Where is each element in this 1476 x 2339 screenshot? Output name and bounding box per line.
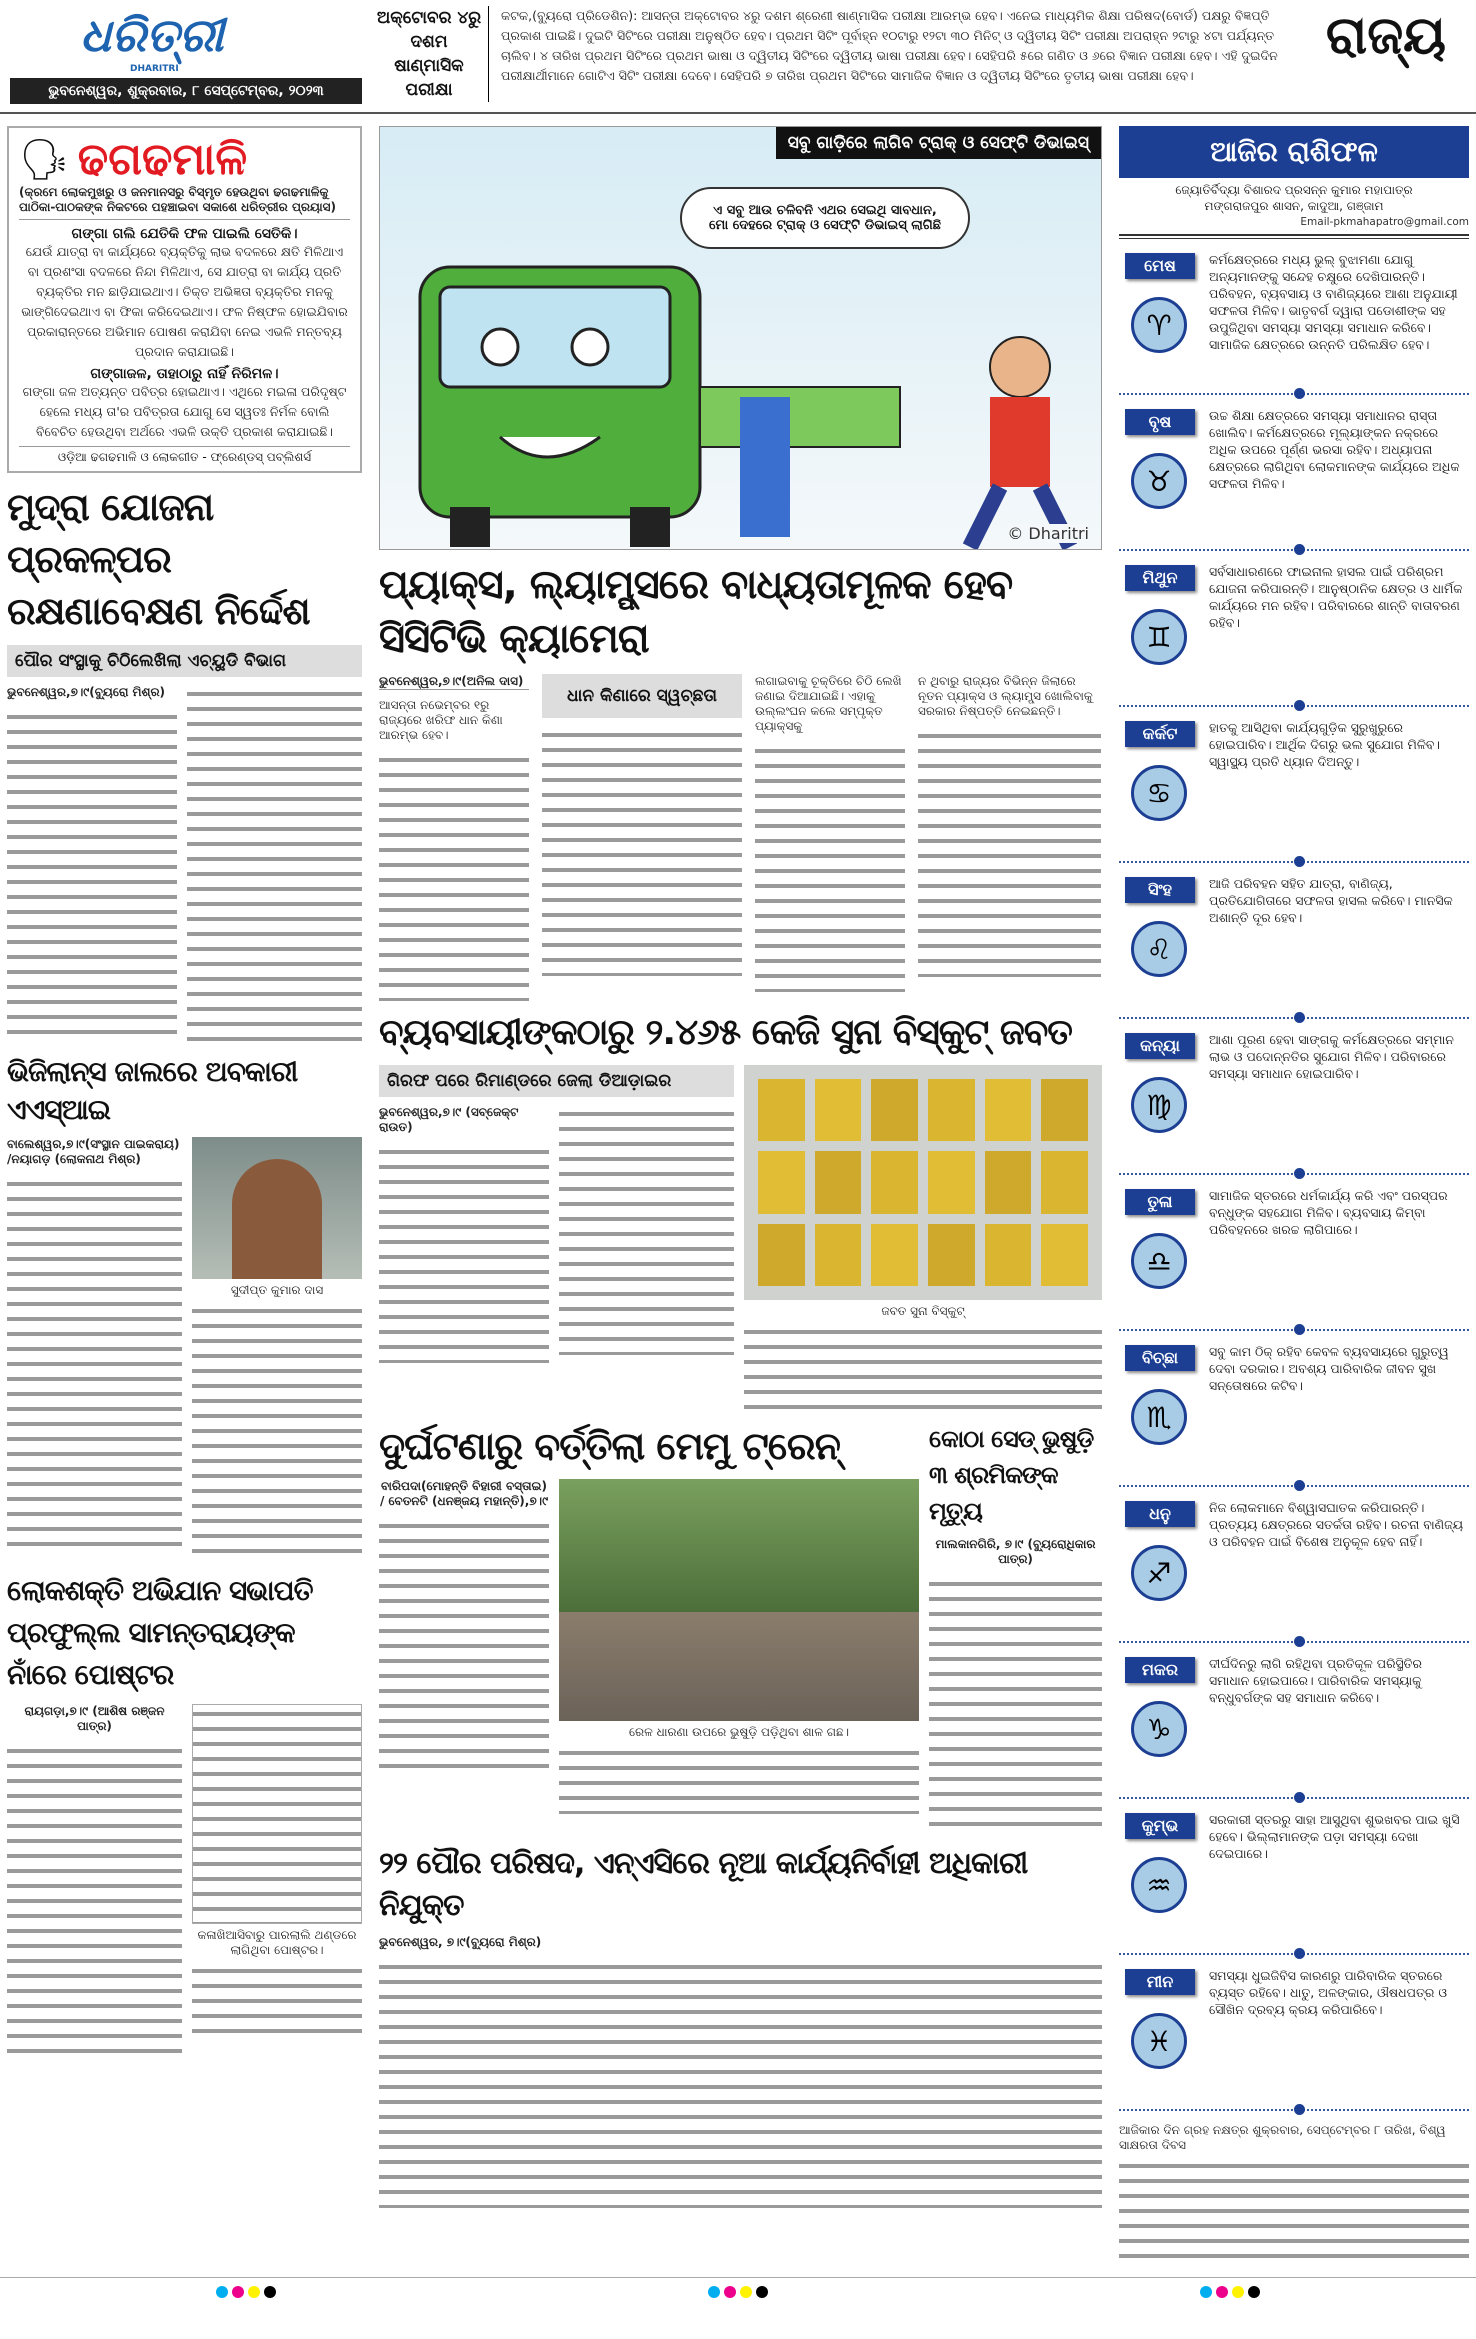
zodiac-symbol-icon: ♍ [1131, 1077, 1187, 1133]
article-body [379, 1143, 549, 1363]
logo-en: DHARITRI [130, 64, 179, 74]
article-body [379, 751, 529, 1001]
zodiac-forecast: କର୍ମକ୍ଷେତ୍ରରେ ମଧ୍ୟ ଭୁଲ୍ ବୁଝାମଣା ଯୋଗୁ ଅନ୍ୟମାନଙ୍କୁ ସନ୍ଦେହ ଚକ୍ଷୁରେ ଦେଖିପାରନ୍ତି। ପରିବହନ, ବ୍ୟବସାୟ ଓ ବାଣିଜ୍ୟରେ ଆଶା ଅନୁଯାୟୀ ସଫଳତା ମିଳିବ। ଭାତୃବର୍ଗ ଦ୍ୱାରା ପଡୋଶୀଙ୍କ ସହ ଉପୁଜିଥିବା ସମସ୍ୟା ସମସ୍ୟା ସମାଧାନ କରିବେ। ସାମାଜିକ କ୍ଷେତ୍ରରେ ଉନ୍ନତି ପରିଲକ୍ଷିତ ହେବ। [1209, 252, 1458, 352]
zodiac-forecast: ସମସ୍ୟା ଧୁଇଜିବିସ କାରଣରୁ ପାରିବାରିକ ସ୍ତରରେ ବ୍ୟସ୍ତ ରହିବେ। ଧାତୁ, ଅଳଙ୍କାର, ଔଷଧପତ୍ର ଓ ସୌଖିନ ଦ୍ରବ୍ୟ କ୍ରୟ କରିପାରିବେ। [1209, 1968, 1447, 2017]
section-title: ରାଜ୍ୟ [1325, 6, 1447, 66]
dhagadhamali-box [7, 126, 362, 473]
article-body [7, 708, 177, 1038]
zodiac-forecast: ସବୁ କାମ ଠିକ୍ ରହିବ କେବଳ ବ୍ୟବସାୟରେ ଗୁରୁତ୍ୱ ଦେବା ଦରକାର। ଅବଶ୍ୟ ପାରିବାରିକ ଜୀବନ ସୁଖ ସନ୍ତୋଷରେ କଟିବ। [1209, 1344, 1449, 1393]
zodiac-forecast: ଆଜି ପରିବହନ ସହିତ ଯାତ୍ରା, ବାଣିଜ୍ୟ, ପ୍ରତିଯୋଗିତାରେ ସଫଳତା ହାସଲ କରିବେ। ମାନସିକ ଅଶାନ୍ତି ଦୂର ହେବ। [1209, 876, 1453, 925]
headline-mudra: ମୁଦ୍ରା ଯୋଜନା ପ୍ରକଳ୍ପର ରକ୍ଷଣାବେକ୍ଷଣ ନିର୍ଦ୍ଦେଶ [7, 485, 310, 633]
zodiac-symbol-icon: ♋ [1131, 765, 1187, 821]
zodiac-label: ବିଚ୍ଛା [1125, 1345, 1195, 1371]
photo-caption: ଜବତ ସୁନା ବିସ୍କୁଟ୍ [881, 1304, 965, 1318]
speech-bubble: ଏ ସବୁ ଆଉ ଚଳିବନି ଏଥର ସେଇଥି ସାବଧାନ, ମୋ ଦେହରେ ଟ୍ରାକ୍ ଓ ସେଫ୍ଟି ଡିଭାଇସ୍ ଲାଗିଛି [680, 187, 970, 249]
rashifal-rule [1119, 234, 1469, 239]
zodiac-entry [1119, 1649, 1469, 1799]
zodiac-label: ମିଥୁନ [1125, 565, 1195, 591]
zodiac-forecast: ସର୍ବସାଧାରଣରେ ଫାଇନାଲ ହାସଲ ପାଇଁ ପରିଶ୍ରମ ଯୋଜନା କରିପାରନ୍ତି। ଆନୁଷ୍ଠାନିକ କ୍ଷେତ୍ର ଓ ଧାର୍ମିକ କାର୍ଯ୍ୟରେ ମନ ରହିବ। ପରିବାରରେ ଶାନ୍ତି ବାତାବରଣ ରହିବ। [1209, 564, 1463, 630]
zodiac-symbol-icon: ♈ [1131, 297, 1187, 353]
headline-gold: ବ୍ୟବସାୟୀଙ୍କଠାରୁ ୨.୪୬୫ କେଜି ସୁନା ବିସ୍କୁଟ୍ ଜବତ [379, 1012, 1072, 1053]
rashifal-title: ଆଜିର ରାଶିଫଳ [1119, 126, 1469, 178]
article-body [192, 1962, 362, 2042]
poster-body [7, 1704, 362, 2062]
headline-shed: କୋଠା ସେଡ୍ ଭୁଷୁଡ଼ି ୩ ଶ୍ରମିକଙ୍କ ମୃତ୍ୟୁ [929, 1425, 1094, 1525]
article-body [559, 1744, 919, 1814]
separator-dot [1294, 1948, 1305, 1959]
lead: ଆସନ୍ତା ନଭେମ୍ବର ୧ରୁ ରାଜ୍ୟରେ ଖରିଫ ଧାନ କିଣା ଆରମ୍ଭ ହେବ। [379, 698, 503, 742]
editorial-cartoon [379, 126, 1102, 550]
article-body [559, 1105, 734, 1355]
photo-caption: କଳାଖିଆସିବାରୁ ପାରଲାଲି ଥଣ୍ଡରେ ଲାଗିଥିବା ପୋଷ୍ଟର। [197, 1928, 357, 1957]
explanation: ଯେଉଁ ଯାତ୍ରା ବା କାର୍ଯ୍ୟରେ ବ୍ୟକ୍ତିକୁ ଲାଭ ବଦଳରେ କ୍ଷତି ମିଳିଥାଏ ବା ପ୍ରଶଂସା ବଦଳରେ ନିନ୍ଦା ମିଳିଥାଏ, ସେ ଯାତ୍ରା ବା କାର୍ଯ୍ୟ ପ୍ରତି ବ୍ୟକ୍ତିର ମନ ଛାଡ଼ିଯାଇଥାଏ। ତିକ୍ତ ଅଭିଜ୍ଞତା ବ୍ୟକ୍ତିର ମନକୁ ଭାଙ୍ଗିଦେଇଥାଏ ବା ଫିକା କରିଦେଇଥାଏ। ଫଳ ନିଷ୍ଫଳ ହୋଇଯିବାର ପ୍ରକାରାନ୍ତରେ ଅଭିମାନ ପୋଷଣ କରାଯିବା ନେଇ ଏଭଳି ମନ୍ତବ୍ୟ ପ୍ରଦାନ କରାଯାଇଛି। [21, 244, 348, 359]
separator-dot [1294, 1636, 1305, 1647]
zodiac-label: ମକର [1125, 1657, 1195, 1683]
bus-illustration [380, 237, 1102, 550]
zodiac-forecast: ସରକାରୀ ସ୍ତରରୁ ସାହା ଆସୁଥିବା ଶୁଭଖବର ପାଇ ଖୁସି ହେବେ। ଭିଲ୍ଲାମାନଙ୍କ ପଡ଼ା ସମସ୍ୟା ଦେଖା ଦେଇପାରେ। [1209, 1812, 1460, 1861]
brief-body: କଟକ,(ବ୍ୟୁରୋ ପ୍ରିଡେଶିନ): ଆସନ୍ତା ଅକ୍ଟୋବର ୪ରୁ ଦଶମ ଶ୍ରେଣୀ ଷାଣ୍ମାସିକ ପରୀକ୍ଷା ଆରମ୍ଭ ହେବ। ଏନେଇ ମାଧ୍ୟମିକ ଶିକ୍ଷା ପରିଷଦ(ବୋର୍ଡ) ପକ୍ଷରୁ ବିଜ୍ଞପ୍ତି ପ୍ରକାଶ ପାଇଛି। ଦୁଇଟି ସିଟିଂରେ ପରୀକ୍ଷା ଅନୁଷ୍ଠିତ ହେବ। ପ୍ରଥମ ସିଟିଂ ପୂର୍ବାହ୍ନ ୧୦ଟାରୁ ୧୨ଟା ୩୦ ମିନିଟ୍ ଓ ଦ୍ୱିତୀୟ ସିଟିଂ ପରୀକ୍ଷା ଅପରାହ୍ନ ୨ଟାରୁ ୪ଟା ପର୍ଯ୍ୟନ୍ତ ଚାଲିବ। ୪ ତାରିଖ ପ୍ରଥମ ସିଟିଂରେ ପ୍ରଥମ ଭାଷା ଓ ଦ୍ୱିତୀୟ ସିଟିଂରେ ଦ୍ୱିତୀୟ ଭାଷା ପରୀକ୍ଷା ହେବ। ସେହିପରି ୫ରେ ଗଣିତ ଓ ୬ରେ ବିଜ୍ଞାନ ପରୀକ୍ଷା ହେବ। ଏହି ଦୁଇଦିନ ପରୀକ୍ଷାର୍ଥୀମାନେ ଗୋଟିଏ ସିଟିଂ ପରୀକ୍ଷା ଦେବେ। ସେହିପରି ୭ ତାରିଖ ପ୍ରଥମ ସିଟିଂରେ ସାମାଜିକ ବିଜ୍ଞାନ ଓ ଦ୍ୱିତୀୟ ସିଟିଂରେ ତୃତୀୟ ଭାଷା ପରୀକ୍ଷା ହେବ। [501, 8, 1278, 83]
zodiac-entry [1119, 1337, 1469, 1487]
zodiac-label: କର୍କଟ [1125, 721, 1195, 747]
zodiac-symbol-icon: ♉ [1131, 453, 1187, 509]
zodiac-entry [1119, 1805, 1469, 1955]
zodiac-label: ତୁଳା [1125, 1189, 1195, 1215]
page-columns [0, 114, 1476, 2267]
article-body [192, 1302, 362, 1562]
gold-biscuits-photo [744, 1065, 1102, 1300]
color-registration-marks [216, 2286, 276, 2298]
intro: (କ୍ରମେ ଲୋକମୁଖରୁ ଓ ଜନମାନସରୁ ବିସ୍ମୃତ ହେଉଥିବା ଢଗଢମାଳିକୁ ପାଠିକା-ପାଠକଙ୍କ ନିକଟରେ ପହଞ୍ଚାଇବା ସକାଶେ ଧରିତ୍ରୀର ପ୍ରୟାସ) [19, 185, 350, 220]
separator-dot [1294, 2104, 1305, 2115]
vigilance-body [7, 1137, 362, 1562]
separator-dot [1294, 700, 1305, 711]
article-body [379, 1517, 549, 1777]
dateline: ଭୁବନେଶ୍ୱର, ଶୁକ୍ରବାର, ୮ ସେପ୍ଟେମ୍ବର, ୨୦୨୩ [10, 78, 362, 104]
byline: ଭୁବନେଶ୍ୱର,୭।୯(ଅନିଲ ଦାସ) [379, 674, 529, 690]
article-body [744, 1323, 1102, 1413]
zodiac-symbol-icon: ♊ [1131, 609, 1187, 665]
mudra-body [7, 685, 362, 1045]
zodiac-entry [1119, 1181, 1469, 1331]
zodiac-label: କୁମ୍ଭ [1125, 1813, 1195, 1839]
saying: ଗଙ୍ଗାଜଳ, ତାହାଠାରୁ ନାହିଁ ନିରିମଳ। [90, 366, 279, 382]
zodiac-entry [1119, 1961, 1469, 2111]
panjika [1119, 2123, 1469, 2267]
cartoon-credit: © Dharitri [1007, 524, 1089, 543]
panjika-text: ଆଜିକାର ଦିନ ଗ୍ରହ ନକ୍ଷତ୍ର ଶୁକ୍ରବାର, ସେପ୍ଟେମ୍ବର ୮ ତାରିଖ, ବିଶ୍ୱ ସାକ୍ଷରତା ଦିବସ [1119, 2123, 1446, 2152]
zodiac-symbol-icon: ♌ [1131, 921, 1187, 977]
astrologer-info [1119, 182, 1469, 230]
zodiac-symbol-icon: ♑ [1131, 1701, 1187, 1757]
zodiac-forecast: ହାତକୁ ଆସିଥିବା କାର୍ଯ୍ୟଗୁଡ଼ିକ ସୁରୁଖୁରୁରେ ହୋଇପାରିବ। ଆର୍ଥିକ ଦିଗରୁ ଭଲ ସୁଯୋଗ ମିଳିବ। ସ୍ୱାସ୍ଥ୍ୟ ପ୍ରତି ଧ୍ୟାନ ଦିଅନ୍ତୁ। [1209, 720, 1441, 769]
article-text: ଲଗାଇବାକୁ ଚୂକ୍ତିରେ ଚିଠି ଲେଖି ଜଣାଇ ଦିଆଯାଇଛି। ଏହାକୁ ଉଲ୍ଲଂଘନ କଲେ ସମ୍ପୃକ୍ତ ପ୍ୟାକ୍ସକୁ [755, 674, 902, 733]
zodiac-entry [1119, 401, 1469, 551]
box-headline: ଧାନ କିଣାରେ ସ୍ୱଚ୍ଛତା [542, 674, 742, 718]
right-column [1119, 126, 1469, 2267]
article-body [918, 727, 1101, 977]
zodiac-label: ଧନୁ [1125, 1501, 1195, 1527]
person-photo [192, 1137, 362, 1279]
photo-caption: ରେଳ ଧାରଣା ଉପରେ ଭୁଷୁଡ଼ି ପଡ଼ିଥିବା ଶାଳ ଗଛ। [628, 1725, 849, 1739]
memu-row [379, 1421, 1102, 1835]
byline: ଭୁବନେଶ୍ୱର,୭।୯(ବ୍ୟୁରୋ ମିଶ୍ର) [7, 685, 166, 699]
cartoon-faces-icon: 🗣 [19, 137, 70, 183]
photo-caption: ସୁଦୀପ୍ତ କୁମାର ଦାସ [230, 1283, 324, 1297]
article-body [7, 1742, 182, 2062]
zodiac-label: ସିଂହ [1125, 877, 1195, 903]
zodiac-label: ମୀନ [1125, 1969, 1195, 1995]
zodiac-entry [1119, 713, 1469, 863]
poster-photo [192, 1704, 362, 1924]
article-body [187, 685, 362, 1045]
article-body [7, 1175, 182, 1555]
zodiac-label: ବୃଷ [1125, 409, 1195, 435]
article-body [542, 726, 742, 976]
zodiac-entry [1119, 557, 1469, 707]
subhead-gold: ଗିରଫ ପରେ ରିମାଣ୍ଡରେ ଜେଲା ଡିଆଡ଼ାଇର [379, 1065, 734, 1097]
zodiac-forecast: ସାମାଜିକ ସ୍ତରରେ ଧର୍ମକାର୍ଯ୍ୟ କରି ଏବଂ ପରସ୍ପର ବନ୍ଧୁଙ୍କ ସହଯୋଗ ମିଳିବ। ବ୍ୟବସାୟ କିମ୍ବା ପରିବହନରେ ଖରଚ୍ଚ ଲାଗିପାରେ। [1209, 1188, 1448, 1237]
zodiac-entry [1119, 1493, 1469, 1643]
article-body [379, 1958, 1102, 2208]
zodiac-forecast: ଦୀର୍ଘଦିନରୁ ଲାଗି ରହିଥିବା ପ୍ରତିକୂଳ ପରିସ୍ଥିତିର ସମାଧାନ ହୋଇପାରେ। ପାରିବାରିକ ସମସ୍ୟାକୁ ବନ୍ଧୁବର୍ଗଙ୍କ ସହ ସମାଧାନ କରିବେ। [1209, 1656, 1422, 1705]
byline: ମାଲକାନଗିରି, ୭।୯ (ବ୍ୟୁରୋଧିକାର ପାତ୍ର) [935, 1537, 1096, 1566]
zodiac-entry [1119, 1025, 1469, 1175]
headline-eo: ୨୨ ପୌର ପରିଷଦ, ଏନ୍‌ଏସିରେ ନୂଆ କାର୍ଯ୍ୟନିର୍ବାହୀ ଅଧିକାରୀ ନିଯୁକ୍ତ [379, 1846, 1028, 1923]
print-registration-strip [0, 2277, 1476, 2306]
zodiac-symbol-icon: ♐ [1131, 1545, 1187, 1601]
zodiac-entry [1119, 245, 1469, 395]
article-body [755, 742, 905, 992]
byline: ରାୟଗଡ଼ା,୭।୯ (ଆଶିଷ ରଞ୍ଜନ ପାତ୍ର) [24, 1704, 165, 1733]
saying: ଗଙ୍ଗା ଗଲି ଯେତିକି ଫଳ ପାଇଲି ସେତିକି। [71, 226, 298, 242]
subhead-mudra: ପୌର ସଂସ୍ଥାକୁ ଚିଠିଲେଖିଲା ଏଚ୍‌ୟୁଡି ବିଭାଗ [7, 645, 362, 677]
fallen-tree-photo [559, 1479, 919, 1721]
cctv-body [379, 674, 1102, 1001]
explanation: ଗଙ୍ଗା ଜଳ ଅତ୍ୟନ୍ତ ପବିତ୍ର ହୋଇଥାଏ। ଏଥିରେ ମଇଳା ପରିଦୃଷ୍ଟ ହେଲେ ମଧ୍ୟ ତା'ର ପବିତ୍ରତା ଯୋଗୁ ସେ ସ୍ୱତଃ ନିର୍ମଳ ବୋଲି ବିବେଚିତ ହେଉଥିବା ଅର୍ଥରେ ଏଭଳି ଉକ୍ତି ପ୍ରକାଶ କରାଯାଇଛି। [22, 384, 347, 439]
astrologer-email: Email-pkmahapatro@gmail.com [1300, 216, 1469, 228]
byline: ଭୁବନେଶ୍ୱର,୭।୯ (ସବ୍‌ଜେକ୍ଟ ରାଉତ) [379, 1105, 519, 1134]
article-text: ନ ଥିବାରୁ ରାଜ୍ୟର ବିଭିନ୍ନ ଜିଲାରେ ନୂତନ ପ୍ୟାକ୍ସ ଓ ଲ୍ୟାମ୍ପ୍ସ ଖୋଲିବାକୁ ସରକାର ନିଷ୍ପତ୍ତି ନେଇଛନ୍ତି। [918, 674, 1093, 718]
byline: ଭୁବନେଶ୍ୱର, ୭।୯(ବ୍ୟୁରୋ ମିଶ୍ର) [379, 1935, 542, 1949]
source: ଓଡ଼ିଆ ଢଗଢମାଳି ଓ ଲୋକଗୀତ - ଫ୍ରେଣ୍ଡସ୍ ପବ୍ଲିଶର୍ସ [19, 446, 350, 465]
separator-dot [1294, 1168, 1305, 1179]
color-registration-marks [1200, 2286, 1260, 2298]
separator-dot [1294, 388, 1305, 399]
zodiac-symbol-icon: ♒ [1131, 1857, 1187, 1913]
headline-memu: ଦୁର୍ଘଟଣାରୁ ବର୍ତ୍ତିଲା ମେମୁ ଟ୍ରେନ୍ [379, 1424, 840, 1468]
panjika-body [1119, 2157, 1469, 2267]
headline-vigilance: ଭିଜିଲାନ୍ସ ଜାଲରେ ଅବକାରୀ ଏଏସ୍‌ଆଇ [7, 1055, 298, 1126]
separator-dot [1294, 1324, 1305, 1335]
masthead-row [0, 0, 1476, 112]
separator-dot [1294, 1792, 1305, 1803]
separator-dot [1294, 1480, 1305, 1491]
headline-cctv: ପ୍ୟାକ୍ସ, ଲ୍ୟାମ୍ପ୍ସରେ ବାଧ୍ୟତାମୂଳକ ହେବ ସିସିଟିଭି କ୍ୟାମେରା [379, 562, 1013, 662]
astrologer-name: ଜ୍ୟୋତିର୍ବିଦ୍ୟା ବିଶାରଦ ପ୍ରସନ୍ନ କୁମାର ମହାପାତ୍ର [1175, 183, 1413, 197]
zodiac-label: ମେଷ [1125, 253, 1195, 279]
article-body [929, 1575, 1102, 1835]
brief-title: ଅକ୍ଟୋବର ୪ରୁ ଦଶମ ଷାଣ୍ମାସିକ ପରୀକ୍ଷା [374, 6, 489, 102]
zodiac-symbol-icon: ♏ [1131, 1389, 1187, 1445]
color-registration-marks [708, 2286, 768, 2298]
zodiac-forecast: ନିଜ ଲୋକମାନେ ବିଶ୍ୱାସଘାତକ କରିପାରନ୍ତି। ପ୍ରତ୍ୟୟ କ୍ଷେତ୍ରରେ ସତର୍କତା ରହିବ। ରଚନା ବାଣିଜ୍ୟ ଓ ପରିବହନ ପାଇଁ ବିଶେଷ ଅନୁକୂଳ ହେବ ନାହିଁ। [1209, 1500, 1464, 1549]
zodiac-label: କନ୍ୟା [1125, 1033, 1195, 1059]
astrologer-address: ମଙ୍ଗରାଜପୁର ଶାସନ, କାଦୁଆ, ଗଞ୍ଜାମ [1204, 199, 1384, 213]
zodiac-forecast: ଉଚ୍ଚ ଶିକ୍ଷା କ୍ଷେତ୍ରରେ ସମସ୍ୟା ସମାଧାନର ରାସ୍ତା ଖୋଲିବ। କର୍ମକ୍ଷେତ୍ରରେ ମୂଲ୍ୟାଙ୍କନ ନକ୍ରରେ ଅଧିକ ଉପରେ ପୂର୍ଣ୍ଣ ଭରସା ରହିବ। ଅଧ୍ୟାପନା କ୍ଷେତ୍ରରେ ଲାଗିଥିବା ଲୋକମାନଙ୍କ କାର୍ଯ୍ୟରେ ଅଧିକ ସଫଳତା ମିଳିବ। [1209, 408, 1460, 491]
zodiac-symbol-icon: ♎ [1131, 1233, 1187, 1289]
zodiac-entry [1119, 869, 1469, 1019]
byline: ବାଲେଶ୍ୱର,୭।୯(ସଂସ୍ଥାନ ପାଇକରାୟ) /ନୟାଗଡ଼ (ଲୋକନାଥ ମିଶ୍ର) [7, 1137, 180, 1166]
headline-poster: ଲୋକଶକ୍ତି ଅଭିଯାନ ସଭାପତି ପ୍ରଫୁଲ୍ଲ ସାମନ୍ତରାୟଙ୍କ ନାଁରେ ପୋଷ୍ଟର [7, 1574, 313, 1691]
left-column [7, 126, 362, 2062]
zodiac-symbol-icon: ♓ [1131, 2013, 1187, 2069]
zodiac-forecast: ଆଶା ପୂରଣ ହେବା ସାଙ୍ଗକୁ କର୍ମକ୍ଷେତ୍ରରେ ସମ୍ମାନ ଲାଭ ଓ ପଦୋନ୍ନତିର ସୁଯୋଗ ମିଳିବ। ପରିବାରରେ ସମସ୍ୟା ସମାଧାନ ହୋଇପାରିବ। [1209, 1032, 1454, 1081]
separator-dot [1294, 856, 1305, 867]
masthead [10, 6, 362, 104]
separator-dot [1294, 544, 1305, 555]
gold-body [379, 1065, 1102, 1413]
middle-column [379, 126, 1102, 2208]
zodiac-list [1119, 245, 1469, 2111]
separator-dot [1294, 1012, 1305, 1023]
dhagadhamali-title: ଢଗଢମାଳି [77, 134, 248, 185]
logo: ଧରିତ୍ରୀ [80, 8, 224, 62]
byline: ବାରିପଦା(ମୋହନ୍ତି ବିହାରୀ ବସ୍ତାଇ) / ବେତନଟି (ଧନଞ୍ଜୟ ମହାନ୍ତି),୭।୯ [379, 1479, 549, 1508]
cartoon-banner: ସବୁ ଗାଡ଼ିରେ ଲାଗିବ ଟ୍ରାକ୍ ଓ ସେଫ୍ଟି ଡିଭାଇସ୍ [776, 127, 1101, 159]
